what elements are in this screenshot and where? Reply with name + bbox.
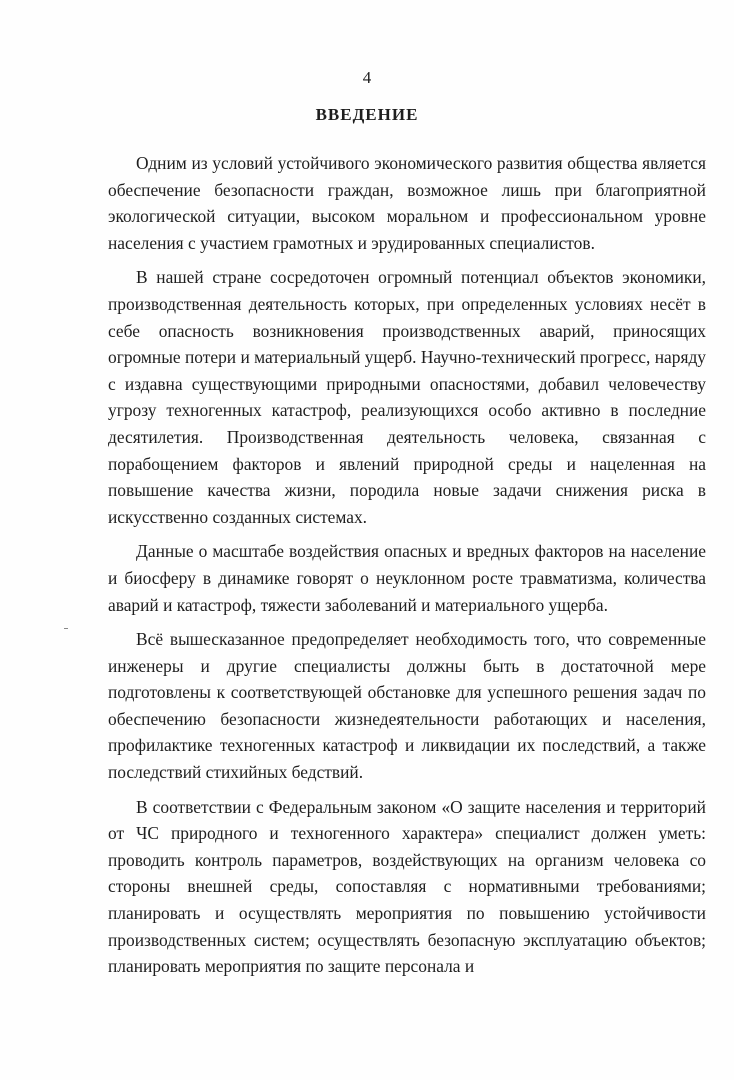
paragraph-3: Данные о масштабе воздействия опасных и вредных факторов на население и биосферу в динамике говорят о неуклонном росте травматизма, количества аварий и катастроф, тяжести заболеваний и материального ущерба. — [108, 541, 706, 615]
scan-artifact — [64, 628, 68, 629]
paragraph-1: Одним из условий устойчивого экономического развития общества является обеспечение безопасности граждан, возможное лишь при благоприятной экологической ситуации, высоком моральном и профессиональном уровне населения с участием грамотных и эрудированных специалистов. — [108, 153, 706, 253]
page-number: 4 — [362, 68, 372, 87]
paragraph-5: В соответствии с Федеральным законом «О защите населения и территорий от ЧС природного и техногенного характера» специалист должен уметь: проводить контроль параметров, воздействующих на организм человека со стороны внешней среды, сопоставляя с нормативными требованиями; планировать и осуществлять мероприятия по повышению устойчивости производственных систем; осуществлять безопасную эксплуатацию объектов; планировать мероприятия по защите персонала и — [108, 796, 706, 977]
section-title: ВВЕДЕНИЕ — [315, 105, 419, 124]
paragraph-4: Всё вышесказанное предопределяет необходимость того, что современные инженеры и другие специалисты должны быть в достаточной мере подготовлены к соответствующей обстановке для успешного решения задач по обеспечению безопасности жизнедеятельности работающих и населения, профилактике техногенных катастроф и ликвидации их последствий, а также последствий стихийных бедствий. — [108, 629, 706, 783]
body-text — [108, 150, 706, 980]
paragraph-2: В нашей стране сосредоточен огромный потенциал объектов экономики, производственная деятельность которых, при определенных условиях несёт в себе опасность возникновения производственных аварий, приносящих огромные потери и материальный ущерб. Научно-технический прогресс, наряду с издавна существующими природными опасностями, добавил человечеству угрозу техногенных катастроф, реализующихся особо активно в последние десятилетия. Производственная деятельность человека, связанная с порабощением факторов и явлений природной среды и нацеленная на повышение качества жизни, породила новые задачи снижения риска в искусственно созданных системах. — [108, 267, 706, 527]
